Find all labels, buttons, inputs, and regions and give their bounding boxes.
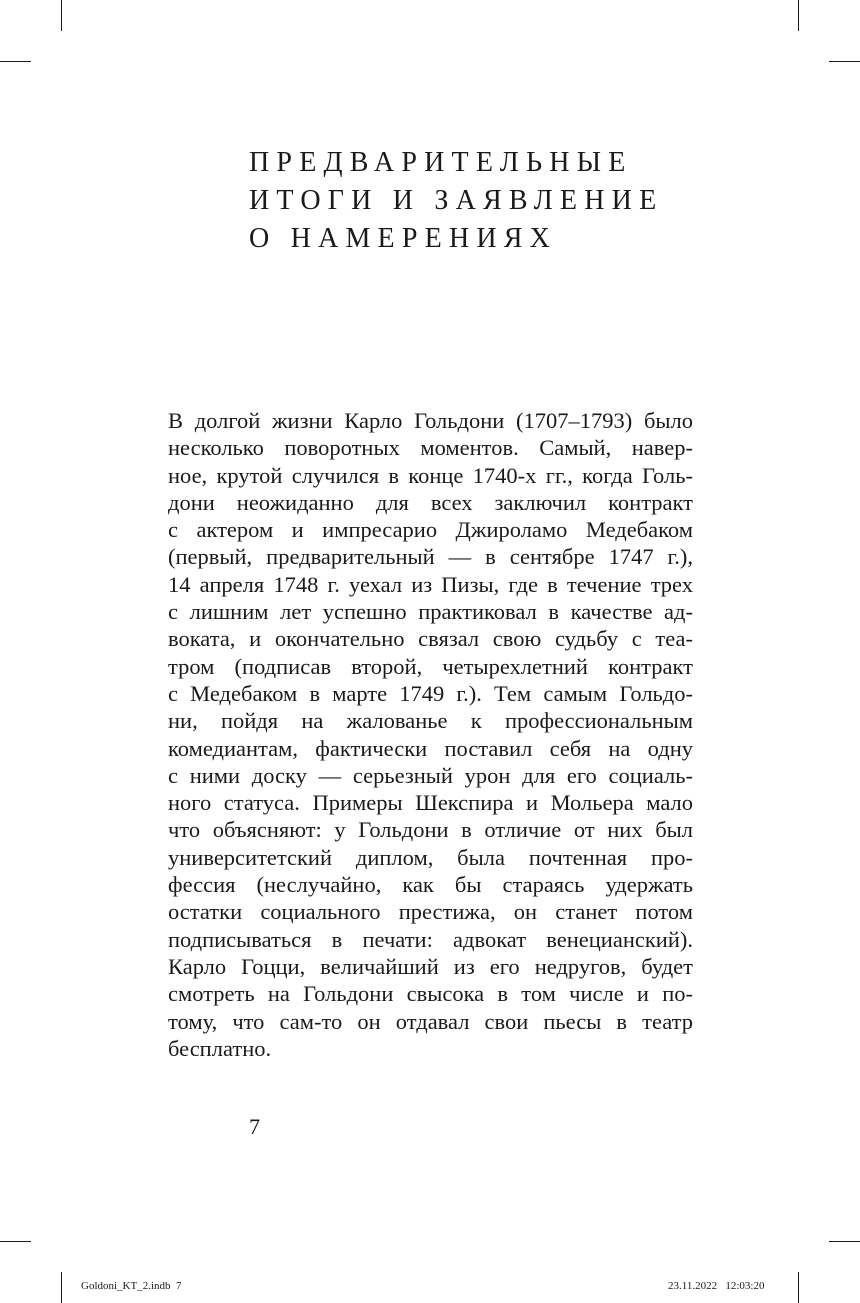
crop-mark-bottom-right-horizontal	[829, 1241, 860, 1242]
text-line: смотреть на Гольдони свысока в том числе и по-	[168, 981, 693, 1007]
text-line: комедиантам, фактически поставил себя на одну	[168, 735, 693, 761]
text-line: воката, и окончательно связал свою судьбу с теа-	[168, 626, 693, 652]
crop-mark-bottom-left	[61, 1272, 62, 1303]
text-line: ное, крутой случился в конце 1740-х гг., когда Голь-	[168, 462, 693, 488]
slug-timestamp: 23.11.2022 12:03:20	[668, 1280, 765, 1292]
text-line: 14 апреля 1748 г. уехал из Пизы, где в течение трех	[168, 571, 693, 597]
text-line: остатки социального престижа, он станет потом	[168, 899, 693, 925]
chapter-title-line-1: ПРЕДВАРИТЕЛЬНЫЕ	[249, 147, 633, 178]
crop-mark-top-left	[61, 0, 62, 31]
crop-mark-bottom-left-horizontal	[0, 1241, 31, 1242]
text-line: (первый, предварительный — в сентябре 1747 г.),	[168, 544, 693, 570]
crop-mark-bottom-right	[798, 1272, 799, 1303]
text-line: с ними доску — серьезный урон для его социаль-	[168, 762, 693, 788]
text-line: несколько поворотных моментов. Самый, навер-	[168, 435, 693, 461]
crop-mark-top-right-horizontal	[829, 61, 860, 62]
crop-mark-top-right	[798, 0, 799, 31]
crop-mark-top-left-horizontal	[0, 61, 31, 62]
text-line: ного статуса. Примеры Шекспира и Мольера мало	[168, 790, 693, 816]
chapter-title	[249, 144, 769, 258]
chapter-title-line-3: О НАМЕРЕНИЯХ	[249, 223, 558, 254]
text-line: дони неожиданно для всех заключил контракт	[168, 489, 693, 515]
text-line: тому, что сам-то он отдавал свои пьесы в театр	[168, 1008, 693, 1034]
text-line: тром (подписав второй, четырехлетний контракт	[168, 653, 693, 679]
text-line: Карло Гоцци, величайший из его недругов, будет	[168, 953, 693, 979]
body-paragraph	[168, 407, 693, 1097]
text-line: подписываться в печати: адвокат венецианский).	[168, 926, 693, 952]
text-line: с лишним лет успешно практиковал в качестве ад-	[168, 599, 693, 625]
text-line: с Медебаком в марте 1749 г.). Тем самым Гольдо-	[168, 680, 693, 706]
text-line: В долгой жизни Карло Гольдони (1707–1793) было	[168, 408, 693, 433]
text-line-last: бесплатно.	[168, 1035, 272, 1061]
text-line: фессия (неслучайно, как бы стараясь удержать	[168, 872, 693, 898]
text-line: что объясняют: у Гольдони в отличие от них был	[168, 817, 693, 843]
text-line: университетский диплом, была почтенная про-	[168, 844, 693, 870]
page-number: 7	[249, 1114, 260, 1139]
text-line: ни, пойдя на жалованье к профессиональным	[168, 708, 693, 734]
slug-file-name: Goldoni_KT_2.indb 7	[81, 1280, 182, 1292]
chapter-title-line-2: ИТОГИ И ЗАЯВЛЕНИЕ	[249, 185, 664, 216]
text-line: с актером и импресарио Джироламо Медебаком	[168, 517, 693, 543]
